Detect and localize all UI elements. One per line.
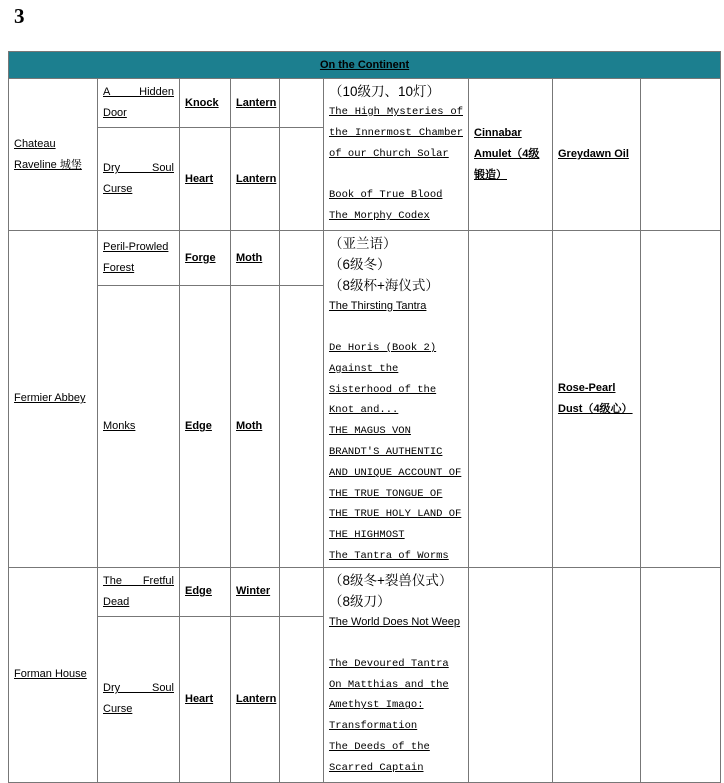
spacer xyxy=(329,633,463,654)
sublocation-cell xyxy=(98,286,180,567)
empty-cell xyxy=(641,231,721,568)
book-link[interactable]: On Matthias and the Amethyst Imago: Transformation xyxy=(329,678,449,733)
empty-cell xyxy=(641,79,721,231)
book-link[interactable]: Book of True Blood xyxy=(329,189,443,202)
table-header xyxy=(9,52,721,79)
item-cell xyxy=(553,231,641,568)
sublocation-link[interactable]: Peril-Prowled Forest xyxy=(103,241,169,275)
principle-cell xyxy=(180,128,231,231)
item-cell xyxy=(469,567,553,782)
requirement-note: （8级冬+裂兽仪式） xyxy=(329,572,453,588)
location-cell xyxy=(9,79,98,231)
principle-label: Edge xyxy=(185,585,212,598)
sublocation-link[interactable]: Dry Soul Curse xyxy=(103,682,174,716)
item-label: Greydawn Oil xyxy=(558,148,629,160)
aspect-label: Moth xyxy=(236,251,263,264)
book-link[interactable]: The Devoured Tantra xyxy=(329,657,449,670)
requirement-note: （10级刀、10灯） xyxy=(329,84,441,99)
requirement-note: （亚兰语） xyxy=(329,236,397,251)
item-label: Cinnabar Amulet（4级锻造） xyxy=(474,127,540,181)
location-link[interactable]: Chateau Raveline 城堡 xyxy=(14,137,82,171)
sublocation-cell xyxy=(98,128,180,231)
book-link[interactable]: The Morphy Codex xyxy=(329,210,430,223)
requirement-note: （6级冬） xyxy=(329,257,391,272)
sublocation-link[interactable]: The Fretful Dead xyxy=(103,574,174,608)
sublocation-cell xyxy=(98,567,180,616)
books-cell xyxy=(324,79,469,231)
aspect-cell xyxy=(231,567,280,616)
principle-cell xyxy=(180,616,231,782)
book-link[interactable]: The Thirsting Tantra xyxy=(329,300,427,312)
book-link[interactable]: The World Does Not Weep xyxy=(329,615,461,628)
sublocation-cell xyxy=(98,231,180,286)
spacer xyxy=(329,317,463,338)
empty-cell xyxy=(280,616,324,782)
book-link[interactable]: THE MAGUS VON BRANDT'S AUTHENTIC AND UNIQUE ACCOUNT OF THE TRUE TONGUE OF THE TRUE HOLY LAND OF THE HIGHMOST xyxy=(329,425,462,542)
requirement-note: （8级刀） xyxy=(329,593,391,609)
principle-cell xyxy=(180,567,231,616)
books-cell xyxy=(324,567,469,782)
empty-cell xyxy=(280,128,324,231)
book-link[interactable]: The Tantra of Worms xyxy=(329,549,449,562)
book-link[interactable]: The High Mysteries of the Innermost Chamber of our Church Solar xyxy=(329,106,463,160)
spacer xyxy=(329,164,463,185)
book-link[interactable]: The Deeds of the Scarred Captain xyxy=(329,740,430,774)
table-row xyxy=(9,231,721,286)
principle-label: Forge xyxy=(185,251,216,264)
sublocation-cell xyxy=(98,616,180,782)
aspect-label: Lantern xyxy=(236,96,277,109)
principle-label: Heart xyxy=(185,172,214,185)
aspect-label: Lantern xyxy=(236,692,277,705)
location-cell xyxy=(9,567,98,782)
aspect-label: Winter xyxy=(236,585,271,598)
item-cell xyxy=(469,231,553,568)
location-link[interactable]: Fermier Abbey xyxy=(14,392,86,405)
aspect-cell xyxy=(231,286,280,567)
principle-label: Edge xyxy=(185,420,212,433)
location-cell xyxy=(9,231,98,568)
principle-cell xyxy=(180,79,231,128)
principle-label: Knock xyxy=(185,96,219,109)
page-number: 3 xyxy=(14,4,25,28)
location-link[interactable]: Forman House xyxy=(14,668,87,681)
sublocation-link[interactable]: Monks xyxy=(103,420,136,433)
empty-cell xyxy=(280,567,324,616)
aspect-cell xyxy=(231,616,280,782)
empty-cell xyxy=(641,567,721,782)
aspect-cell xyxy=(231,128,280,231)
books-cell xyxy=(324,231,469,568)
empty-cell xyxy=(280,231,324,286)
locations-table xyxy=(8,51,721,783)
table-row xyxy=(9,567,721,616)
aspect-cell xyxy=(231,79,280,128)
sublocation-link[interactable]: A Hidden Door xyxy=(103,86,174,119)
item-cell xyxy=(553,567,641,782)
sublocation-link[interactable]: Dry Soul Curse xyxy=(103,162,174,195)
principle-label: Heart xyxy=(185,692,214,705)
table-row xyxy=(9,79,721,128)
aspect-label: Lantern xyxy=(236,172,277,185)
principle-cell xyxy=(180,286,231,567)
empty-cell xyxy=(280,79,324,128)
aspect-cell xyxy=(231,231,280,286)
empty-cell xyxy=(280,286,324,567)
principle-cell xyxy=(180,231,231,286)
sublocation-cell xyxy=(98,79,180,128)
item-label: Rose-Pearl Dust（4级心） xyxy=(558,381,633,415)
aspect-label: Moth xyxy=(236,420,263,433)
item-cell xyxy=(469,79,553,231)
item-cell xyxy=(553,79,641,231)
header-link[interactable]: On the Continent xyxy=(319,58,410,71)
book-link[interactable]: Against the Sisterhood of the Knot and... xyxy=(329,362,437,417)
table-header-row xyxy=(9,52,721,79)
book-link[interactable]: De Horis (Book 2) xyxy=(329,342,437,354)
requirement-note: （8级杯+海仪式） xyxy=(329,278,439,293)
